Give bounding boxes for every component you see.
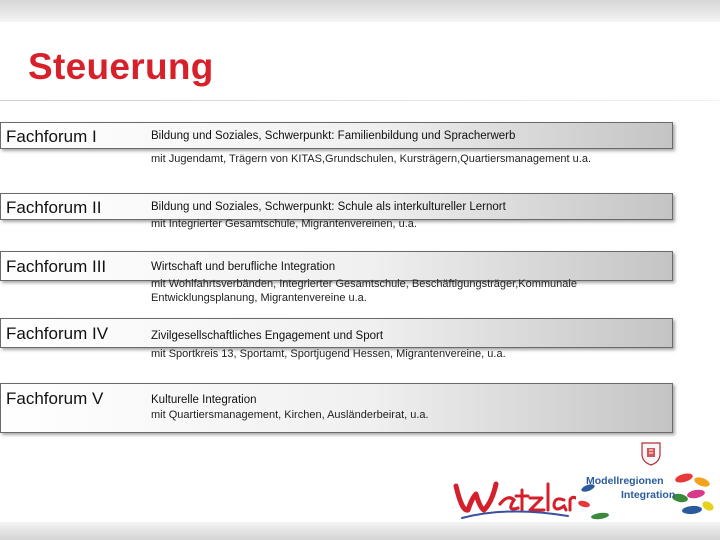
forum-name: Fachforum III <box>6 257 107 276</box>
forum-name: Fachforum II <box>6 198 102 217</box>
title-divider <box>0 100 720 101</box>
forum-name: Fachforum IV <box>6 324 109 343</box>
forum-topic: Wirtschaft und berufliche Integration <box>151 261 336 273</box>
forum-name: Fachforum V <box>6 389 104 408</box>
forum-row-3 <box>0 251 673 307</box>
forum-row-4 <box>0 318 673 362</box>
modell-line-1: Modellregionen <box>586 475 664 487</box>
forum-description: mit Integrierter Gesamtschule, Migrantenvereinen, u.a. <box>151 218 417 230</box>
forum-name: Fachforum I <box>6 127 97 146</box>
forum-topic: Bildung und Soziales, Schwerpunkt: Familienbildung und Spracherwerb <box>151 130 516 142</box>
bottom-gradient-bar <box>0 522 720 540</box>
forum-topic: Bildung und Soziales, Schwerpunkt: Schule als interkultureller Lernort <box>151 201 506 213</box>
forum-description: mit Wohlfahrtsverbänden, Integrierter Gesamtschule, Beschäftigungsträger,Kommunale Entwicklungsplanung, Migrantenvereine u.a. <box>151 278 577 304</box>
forum-topic: Kulturelle Integration <box>151 394 257 406</box>
top-gradient-bar <box>0 0 720 22</box>
modell-line-2: Integration <box>621 489 676 501</box>
forum-row-2 <box>0 193 673 237</box>
forum-row-5 <box>0 383 673 433</box>
hessen-crest-icon <box>640 440 662 466</box>
slide-title: Steuerung <box>28 46 214 87</box>
forum-description: mit Sportkreis 13, Sportamt, Sportjugend Hessen, Migrantenvereine, u.a. <box>151 348 506 360</box>
forum-description: mit Jugendamt, Trägern von KITAS,Grundschulen, Kursträgern,Quartiersmanagement u.a. <box>151 153 592 165</box>
wetzlar-logo <box>448 472 576 524</box>
forum-topic: Zivilgesellschaftliches Engagement und Sport <box>151 330 384 342</box>
forum-description: mit Quartiersmanagement, Kirchen, Ausländerbeirat, u.a. <box>151 409 429 421</box>
modellregionen-logo-text <box>586 474 675 502</box>
forum-row-1 <box>0 122 673 176</box>
